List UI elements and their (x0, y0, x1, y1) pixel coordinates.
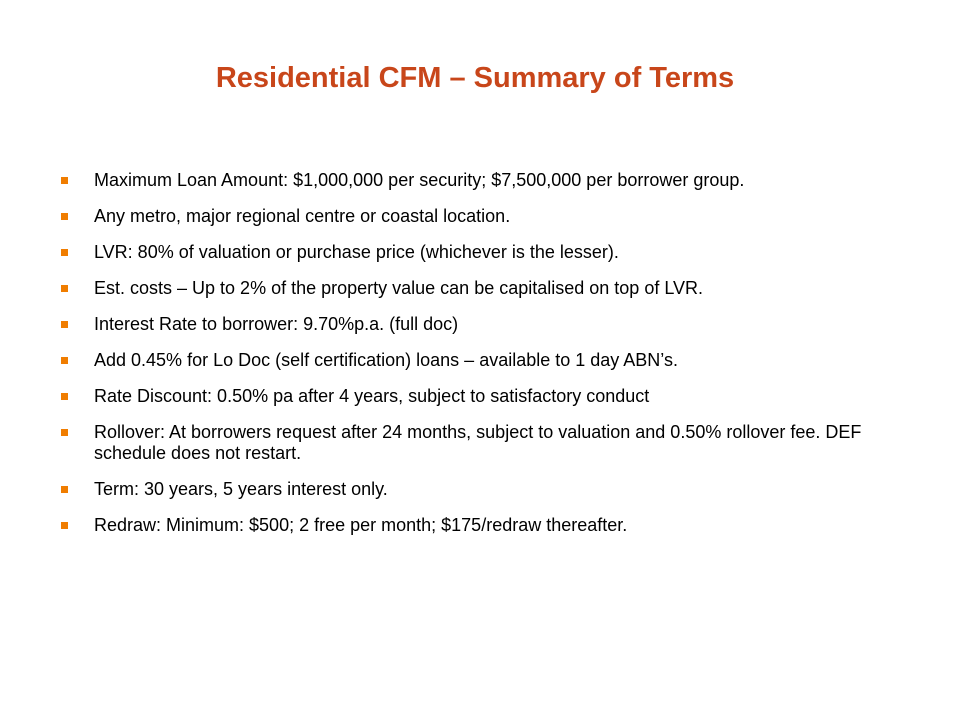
square-bullet-icon (61, 249, 68, 256)
square-bullet-icon (61, 321, 68, 328)
list-item (58, 350, 918, 371)
term-text-term: Term: 30 years, 5 years interest only. (94, 479, 388, 499)
square-bullet-icon (61, 213, 68, 220)
term-text-location: Any metro, major regional centre or coastal location. (94, 206, 511, 226)
list-item (58, 479, 918, 500)
square-bullet-icon (61, 393, 68, 400)
list-item (58, 314, 918, 335)
list-item (58, 170, 918, 191)
term-text-rollover: Rollover: At borrowers request after 24 months, subject to valuation and 0.50% rollover fee. DEF schedule does not restart. (94, 422, 862, 463)
list-item (58, 242, 918, 263)
term-text-loan-amount: Maximum Loan Amount: $1,000,000 per security; $7,500,000 per borrower group. (94, 170, 745, 190)
term-text-costs: Est. costs – Up to 2% of the property value can be capitalised on top of LVR. (94, 278, 704, 298)
list-item (58, 206, 918, 227)
term-text-lvr: LVR: 80% of valuation or purchase price (whichever is the lesser). (94, 242, 619, 262)
term-text-rate-discount: Rate Discount: 0.50% pa after 4 years, subject to satisfactory conduct (94, 386, 650, 406)
list-item (58, 422, 918, 464)
term-text-redraw: Redraw: Minimum: $500; 2 free per month; $175/redraw thereafter. (94, 515, 628, 535)
terms-list (58, 170, 918, 551)
square-bullet-icon (61, 522, 68, 529)
list-item (58, 278, 918, 299)
list-item (58, 386, 918, 407)
term-text-lo-doc: Add 0.45% for Lo Doc (self certification) loans – available to 1 day ABN’s. (94, 350, 678, 370)
term-text-interest-rate: Interest Rate to borrower: 9.70%p.a. (full doc) (94, 314, 459, 334)
square-bullet-icon (61, 486, 68, 493)
square-bullet-icon (61, 285, 68, 292)
square-bullet-icon (61, 357, 68, 364)
list-item (58, 515, 918, 536)
square-bullet-icon (61, 177, 68, 184)
square-bullet-icon (61, 429, 68, 436)
slide-title: Residential CFM – Summary of Terms (215, 62, 735, 94)
